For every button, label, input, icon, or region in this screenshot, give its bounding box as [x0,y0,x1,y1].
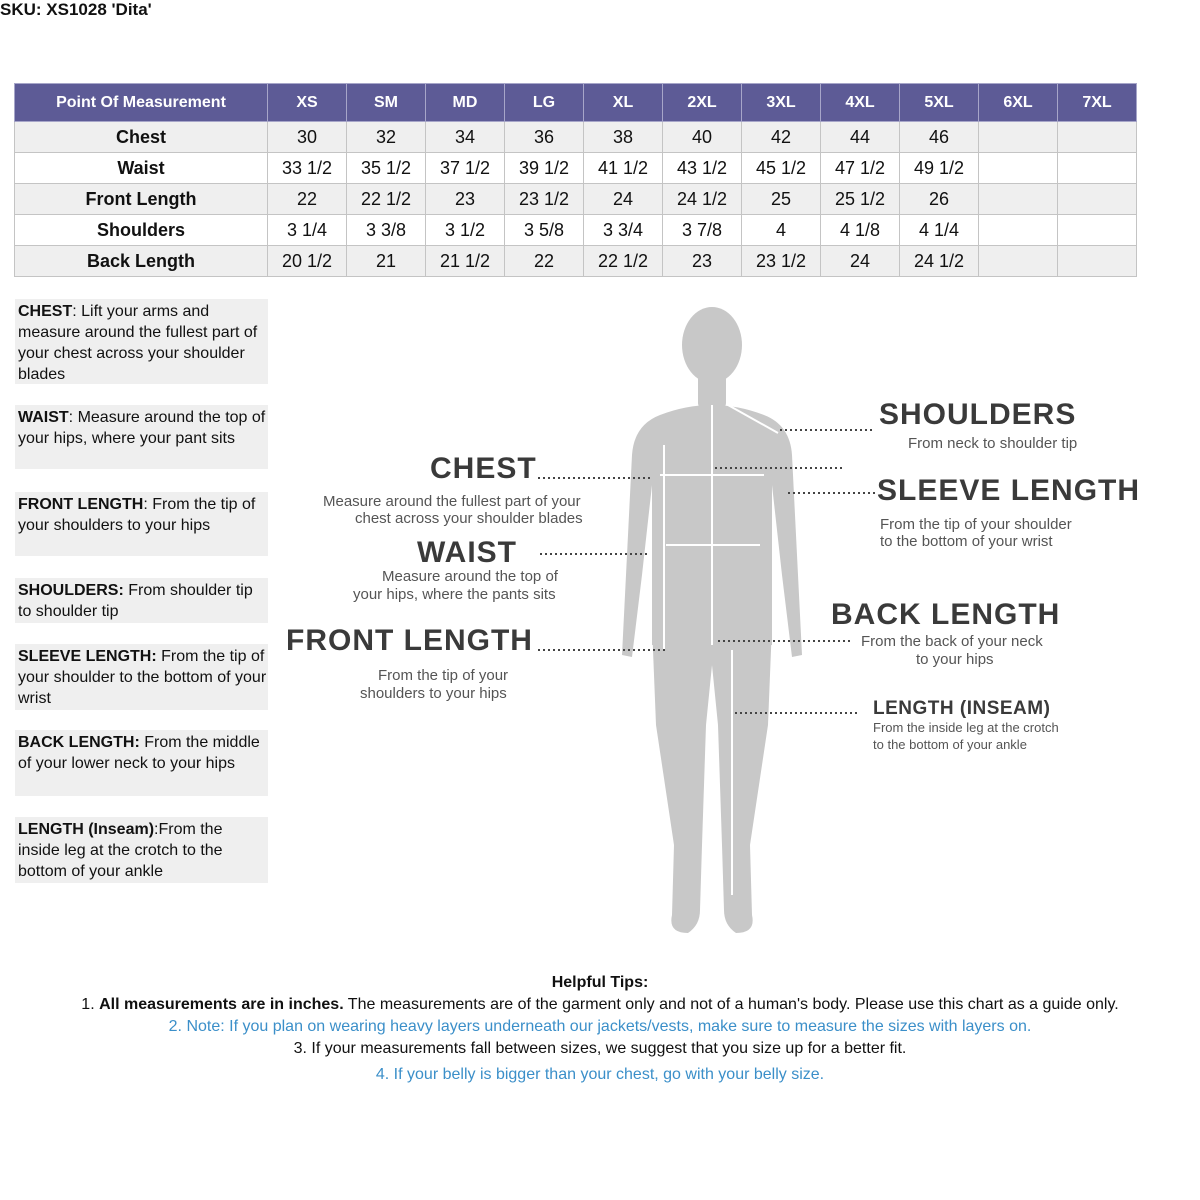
table-cell: 45 1/2 [742,153,821,184]
table-cell: 40 [663,122,742,153]
table-cell: 4 1/8 [821,215,900,246]
label-front-title: FRONT LENGTH [286,624,533,657]
table-cell: 4 1/4 [900,215,979,246]
table-row [15,184,1137,215]
header-cell: XS [268,84,347,122]
table-cell: 44 [821,122,900,153]
header-cell: Point Of Measurement [15,84,268,122]
desc-term: WAIST [18,409,69,426]
desc-text: From shoulder tip to shoulder tip [18,582,253,620]
table-cell: 26 [900,184,979,215]
table-cell: 25 [742,184,821,215]
table-cell: 3 3/4 [584,215,663,246]
table-cell: 3 1/2 [426,215,505,246]
table-cell: 3 7/8 [663,215,742,246]
tip-2: 2. Note: If you plan on wearing heavy layers underneath our jackets/vests, make sure to measure the sizes with layers on. [168,1018,1032,1035]
desc-back-length [15,730,268,796]
label-waist-sub2: your hips, where the pants sits [353,586,556,603]
table-cell: 21 1/2 [426,246,505,277]
tip-3: 3. If your measurements fall between sizes, we suggest that you size up for a better fit. [293,1040,907,1057]
header-cell: MD [426,84,505,122]
table-cell: 35 1/2 [347,153,426,184]
desc-text: : Measure around the top of your hips, where your pant sits [18,409,266,447]
table-cell: 3 3/8 [347,215,426,246]
table-cell [979,122,1058,153]
table-cell: 38 [584,122,663,153]
desc-term: LENGTH (Inseam) [18,821,155,838]
table-cell: 39 1/2 [505,153,584,184]
tips-heading: Helpful Tips: [551,974,649,991]
table-cell: 23 [426,184,505,215]
row-label: Shoulders [15,215,268,246]
table-cell [979,184,1058,215]
label-sleeve-sub2: to the bottom of your wrist [880,533,1053,550]
header-cell: 4XL [821,84,900,122]
desc-shoulders [15,578,268,623]
table-cell: 25 1/2 [821,184,900,215]
table-cell [1058,184,1137,215]
header-cell: 7XL [1058,84,1137,122]
label-shoulders-sub: From neck to shoulder tip [908,435,1078,452]
desc-text: : Lift your arms and measure around the fullest part of your chest across your shoulder blades [18,303,258,383]
table-cell: 24 1/2 [900,246,979,277]
tip-1-rest: The measurements are of the garment only and not of a human's body. Please use this chart as a guide only. [343,996,1119,1013]
table-cell: 23 [663,246,742,277]
desc-term: FRONT LENGTH [18,496,144,513]
table-cell [1058,246,1137,277]
label-back-sub2: to your hips [916,651,994,668]
sku-label: SKU: XS1028 'Dita' [0,0,152,19]
table-cell: 30 [268,122,347,153]
table-cell: 43 1/2 [663,153,742,184]
table-cell [979,246,1058,277]
header-cell: LG [505,84,584,122]
desc-waist [15,405,268,469]
desc-sleeve-length [15,644,268,710]
row-label: Chest [15,122,268,153]
table-cell: 22 1/2 [584,246,663,277]
table-cell: 24 1/2 [663,184,742,215]
tip-1-prefix: 1. [81,996,100,1013]
label-chest-sub1: Measure around the fullest part of your [323,493,581,510]
header-cell: 6XL [979,84,1058,122]
table-cell [1058,215,1137,246]
label-inseam-sub1: From the inside leg at the crotch [873,720,1059,735]
label-front-sub1: From the tip of your [378,667,509,684]
table-cell: 47 1/2 [821,153,900,184]
label-sleeve-sub1: From the tip of your shoulder [880,516,1072,533]
header-cell: XL [584,84,663,122]
desc-term: SLEEVE LENGTH: [18,648,157,665]
table-row [15,246,1137,277]
desc-inseam [15,817,268,883]
table-cell: 3 1/4 [268,215,347,246]
desc-text: :From the inside leg at the crotch to the bottom of your ankle [18,821,223,880]
table-cell: 3 5/8 [505,215,584,246]
label-chest-sub2: chest across your shoulder blades [355,510,583,527]
table-cell: 49 1/2 [900,153,979,184]
table-row [15,122,1137,153]
table-cell: 46 [900,122,979,153]
label-waist-title: WAIST [417,536,517,569]
table-cell [1058,153,1137,184]
desc-term: BACK LENGTH: [18,734,140,751]
table-cell: 37 1/2 [426,153,505,184]
table-cell: 21 [347,246,426,277]
table-header-row [15,84,1137,122]
table-cell: 41 1/2 [584,153,663,184]
desc-front-length [15,492,268,556]
size-chart-table [14,83,1137,277]
header-cell: SM [347,84,426,122]
label-inseam-sub2: to the bottom of your ankle [873,737,1027,752]
table-cell: 23 1/2 [505,184,584,215]
label-waist-sub1: Measure around the top of [382,568,558,585]
label-sleeve-title: SLEEVE LENGTH [877,474,1141,507]
header-cell: 5XL [900,84,979,122]
desc-term: CHEST [18,303,73,320]
row-label: Waist [15,153,268,184]
table-cell: 22 [268,184,347,215]
table-cell: 23 1/2 [742,246,821,277]
table-cell [979,153,1058,184]
leader-lines [530,420,880,720]
desc-text: From the tip of your shoulder to the bottom of your wrist [18,648,267,707]
label-back-sub1: From the back of your neck [861,633,1043,650]
label-chest-title: CHEST [430,452,537,485]
desc-term: SHOULDERS: [18,582,124,599]
tip-1-bold: All measurements are in inches. [99,996,344,1013]
table-cell: 4 [742,215,821,246]
table-cell: 36 [505,122,584,153]
row-label: Back Length [15,246,268,277]
label-back-title: BACK LENGTH [831,598,1061,631]
table-cell: 22 [505,246,584,277]
label-front-sub2: shoulders to your hips [360,685,507,702]
table-cell [1058,122,1137,153]
table-cell: 32 [347,122,426,153]
helpful-tips [0,972,1200,1086]
label-inseam-title: LENGTH (INSEAM) [873,698,1051,719]
row-label: Front Length [15,184,268,215]
table-cell: 24 [584,184,663,215]
table-row [15,215,1137,246]
table-cell: 42 [742,122,821,153]
desc-text: From the middle of your lower neck to your hips [18,734,260,772]
table-cell: 22 1/2 [347,184,426,215]
table-row [15,153,1137,184]
header-cell: 2XL [663,84,742,122]
table-cell: 20 1/2 [268,246,347,277]
label-shoulders-title: SHOULDERS [879,398,1077,431]
table-cell: 33 1/2 [268,153,347,184]
table-cell: 34 [426,122,505,153]
desc-text: : From the tip of your shoulders to your hips [18,496,256,534]
desc-chest [15,299,268,384]
header-cell: 3XL [742,84,821,122]
tip-1 [0,994,1200,1016]
tip-4: 4. If your belly is bigger than your chest, go with your belly size. [375,1066,825,1083]
table-cell [979,215,1058,246]
table-cell: 24 [821,246,900,277]
